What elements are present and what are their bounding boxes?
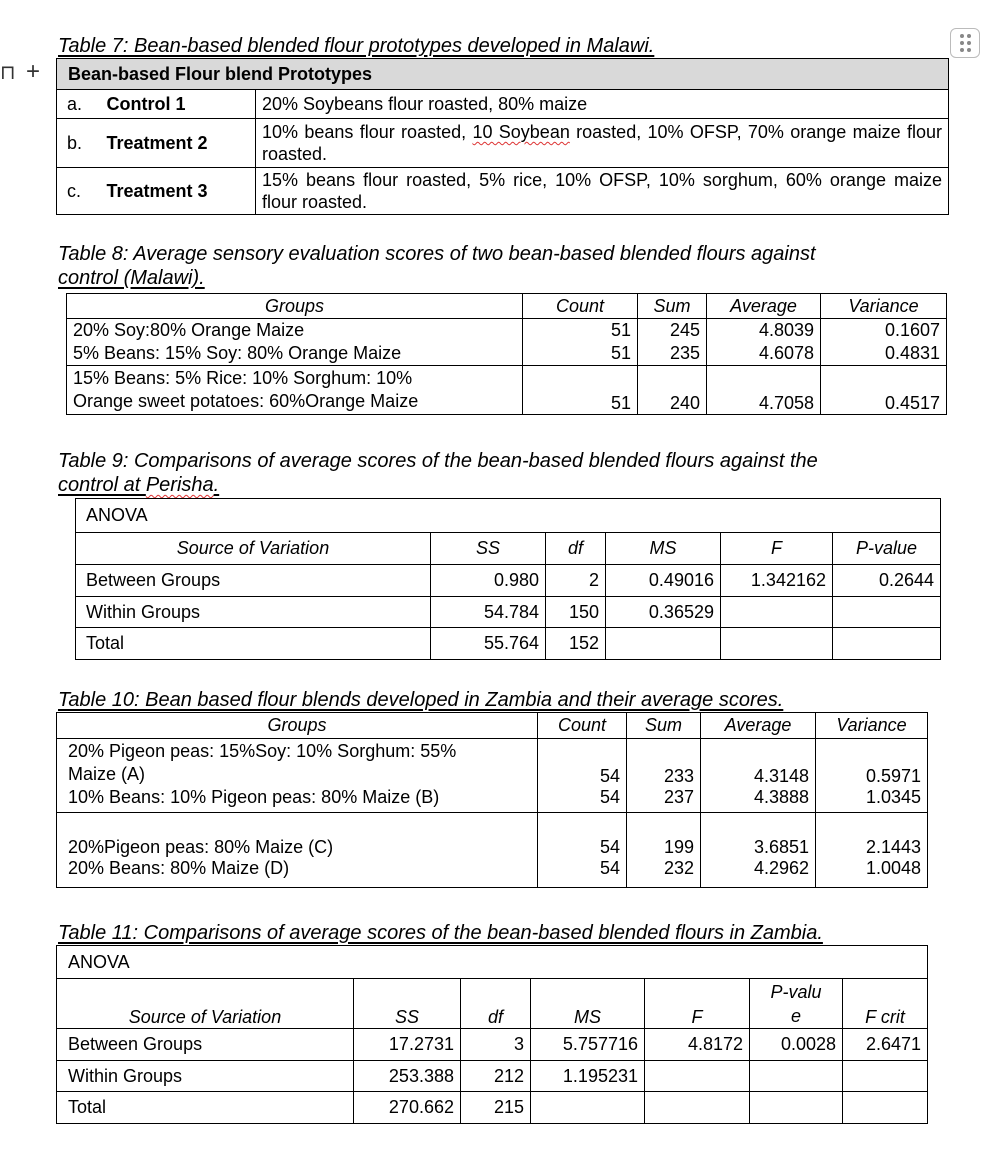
table-row: 20% Pigeon peas: 15%Soy: 10% Sorghum: 55% Maize (A) 54 233 4.3148 0.5971	[57, 739, 928, 787]
table-row: Between Groups 17.2731 3 5.757716 4.8172 0.0028 2.6471	[57, 1029, 928, 1061]
table8: Groups Count Sum Average Variance 20% Soy:80% Orange Maize 51 245 4.8039 0.1607 5% Beans: 15% Soy: 80% Orange Maize 51 235 4.6078 0.4831 15% Beans: 5% Rice: 10% Sorghum: 10% Orange sweet potatoes: 60%Orange Maize 51 240 4.7058 0.4517	[66, 293, 947, 415]
table-row: Within Groups 54.784 150 0.36529	[76, 597, 941, 628]
table11-title: ANOVA	[57, 946, 928, 979]
table-row: 20% Soy:80% Orange Maize 51 245 4.8039 0.1607	[67, 319, 947, 342]
spellcheck-underline[interactable]: Perisha	[145, 474, 214, 496]
table-row: 20% Beans: 80% Maize (D) 54 232 4.2962 1.0048	[57, 858, 928, 888]
table-row: 20%Pigeon peas: 80% Maize (C) 54 199 3.6851 2.1443	[57, 813, 928, 858]
table11: ANOVA Source of Variation SS df MS F P-valu e F crit Between Groups 17.2731 3 5.757716 4.8172 0.0028 2.6471 Within Groups 253.388 212 1.195231 Total 270.662 215	[56, 945, 928, 1124]
table9-caption-line2: control at Perisha.	[58, 474, 220, 496]
table-row: b. Treatment 2 10% beans flour roasted, 10 Soybean roasted, 10% OFSP, 70% orange maize flour roasted.	[57, 119, 949, 168]
table-row: a. Control 1 20% Soybeans flour roasted, 80% maize	[57, 90, 949, 119]
table9: ANOVA Source of Variation SS df MS F P-value Between Groups 0.980 2 0.49016 1.342162 0.2644 Within Groups 54.784 150 0.36529 Total 55.764 152	[75, 498, 941, 660]
add-row-plus-icon[interactable]: +	[26, 58, 41, 85]
table-row: 15% Beans: 5% Rice: 10% Sorghum: 10% Orange sweet potatoes: 60%Orange Maize 51 240 4.7058 0.4517	[67, 366, 947, 415]
table9-title: ANOVA	[76, 499, 941, 533]
table-row: 10% Beans: 10% Pigeon peas: 80% Maize (B) 54 237 4.3888 1.0345	[57, 787, 928, 813]
table-row: Within Groups 253.388 212 1.195231	[57, 1061, 928, 1092]
table-row: c. Treatment 3 15% beans flour roasted, 5% rice, 10% OFSP, 10% sorghum, 60% orange maize flour roasted.	[57, 168, 949, 215]
table10: Groups Count Sum Average Variance 20% Pigeon peas: 15%Soy: 10% Sorghum: 55% Maize (A) 54 233 4.3148 0.5971 10% Beans: 10% Pigeon peas: 80% Maize (B) 54 237 4.3888 1.0345 20%Pigeon peas: 80% Maize (C) 54 199 3.6851 2.1443 20% Beans: 80% Maize (D) 54 232 4.2962 1.0048	[56, 712, 928, 888]
table7	[56, 58, 949, 215]
table7-caption: Table 7: Bean-based blended flour prototypes developed in Malawi.	[58, 35, 655, 57]
table11-caption: Table 11: Comparisons of average scores of the bean-based blended flours in Zambia.	[58, 922, 823, 944]
row-drag-handle-icon[interactable]: ⊓	[0, 62, 16, 84]
table-row: Total 55.764 152	[76, 628, 941, 660]
table10-caption: Table 10: Bean based flour blends developed in Zambia and their average scores.	[58, 689, 784, 711]
table7-header: Bean-based Flour blend Prototypes	[57, 59, 949, 90]
table9-caption-line1: Table 9: Comparisons of average scores of the bean-based blended flours against the	[58, 450, 818, 472]
table-row: 5% Beans: 15% Soy: 80% Orange Maize 51 235 4.6078 0.4831	[67, 342, 947, 366]
table8-caption-line1: Table 8: Average sensory evaluation scores of two bean-based blended flours against	[58, 243, 816, 265]
spellcheck-underline[interactable]: 10 Soybean	[472, 122, 570, 142]
table8-caption-line2: control (Malawi).	[58, 267, 205, 289]
table-row: Between Groups 0.980 2 0.49016 1.342162 0.2644	[76, 565, 941, 597]
table-row: Total 270.662 215	[57, 1092, 928, 1124]
block-drag-dots-icon[interactable]	[950, 28, 980, 58]
